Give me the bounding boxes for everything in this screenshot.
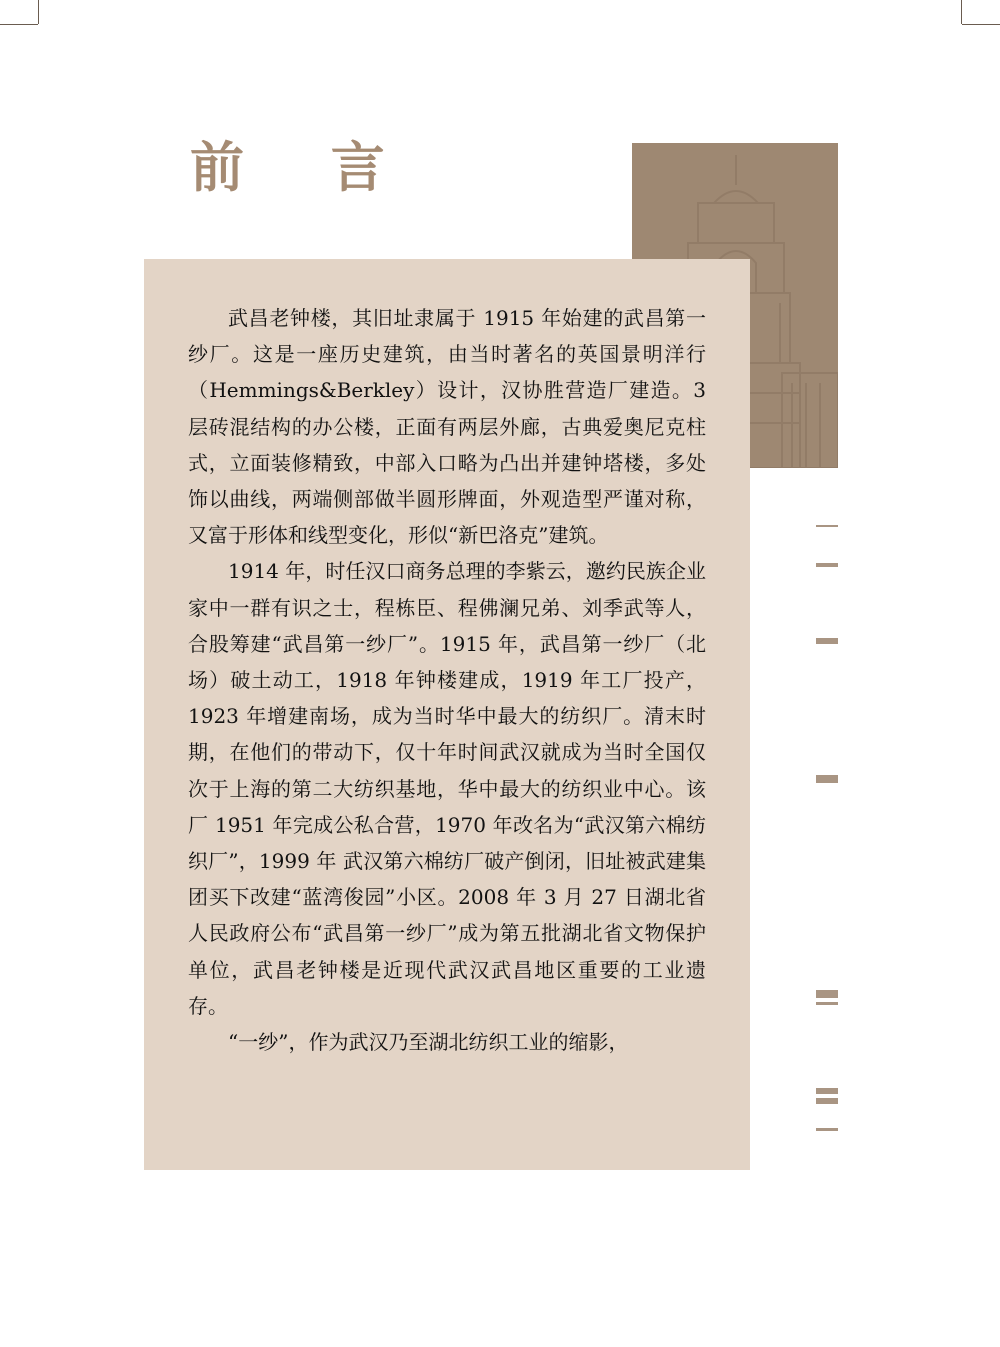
paragraph-3: “一纱”，作为武汉乃至湖北纺织工业的缩影，	[228, 1030, 629, 1055]
bar-mark	[816, 1098, 838, 1104]
page-title: 前 言	[190, 135, 419, 199]
bar-mark	[816, 638, 838, 644]
bar-mark	[816, 1088, 838, 1094]
crop-mark-top-right	[962, 24, 1000, 25]
bar-mark	[816, 1002, 838, 1005]
paragraph-1: 武昌老钟楼，其旧址隶属于 1915 年始建的武昌第一纱厂。这是一座历史建筑，由当时著名的英国景明洋行（Hemmings&Berkley）设计，汉协胜营造厂建造。3 层砖混结构的办公楼，正面有两层外廊，古典爱奥尼克柱式，立面装修精致，中部入口略为凸出并建钟塔楼，多处饰以曲线，两端侧部做半圆形牌面，外观造型严谨对称，又富于形体和线型变化，形似“新巴洛克”建筑。	[188, 306, 706, 548]
crop-mark-top-right-vertical	[961, 0, 962, 24]
bar-mark	[816, 990, 838, 998]
bar-mark	[816, 525, 838, 527]
bar-mark	[816, 1128, 838, 1131]
crop-mark-top-left	[0, 24, 38, 25]
bar-mark	[816, 775, 838, 783]
crop-mark-top-left-vertical	[38, 0, 39, 24]
body-text	[188, 300, 706, 1060]
decorative-bar-marks	[816, 520, 840, 1140]
bar-mark	[816, 563, 838, 567]
paragraph-2: 1914 年，时任汉口商务总理的李紫云，邀约民族企业家中一群有识之士，程栋臣、程佛澜兄弟、刘季武等人，合股筹建“武昌第一纱厂”。1915 年，武昌第一纱厂（北场）破土动工，1918 年钟楼建成，1919 年工厂投产，1923 年增建南场，成为当时华中最大的纺织厂。清末时期，在他们的带动下，仅十年时间武汉就成为当时全国仅次于上海的第二大纺织基地，华中最大的纺织业中心。该厂 1951 年完成公私合营，1970 年改名为“武汉第六棉纺织厂”，1999 年 武汉第六棉纺厂破产倒闭，旧址被武建集团买下改建“蓝湾俊园”小区。2008 年 3 月 27 日湖北省人民政府公布“武昌第一纱厂”成为第五批湖北省文物保护单位，武昌老钟楼是近现代武汉武昌地区重要的工业遗存。	[188, 559, 706, 1018]
